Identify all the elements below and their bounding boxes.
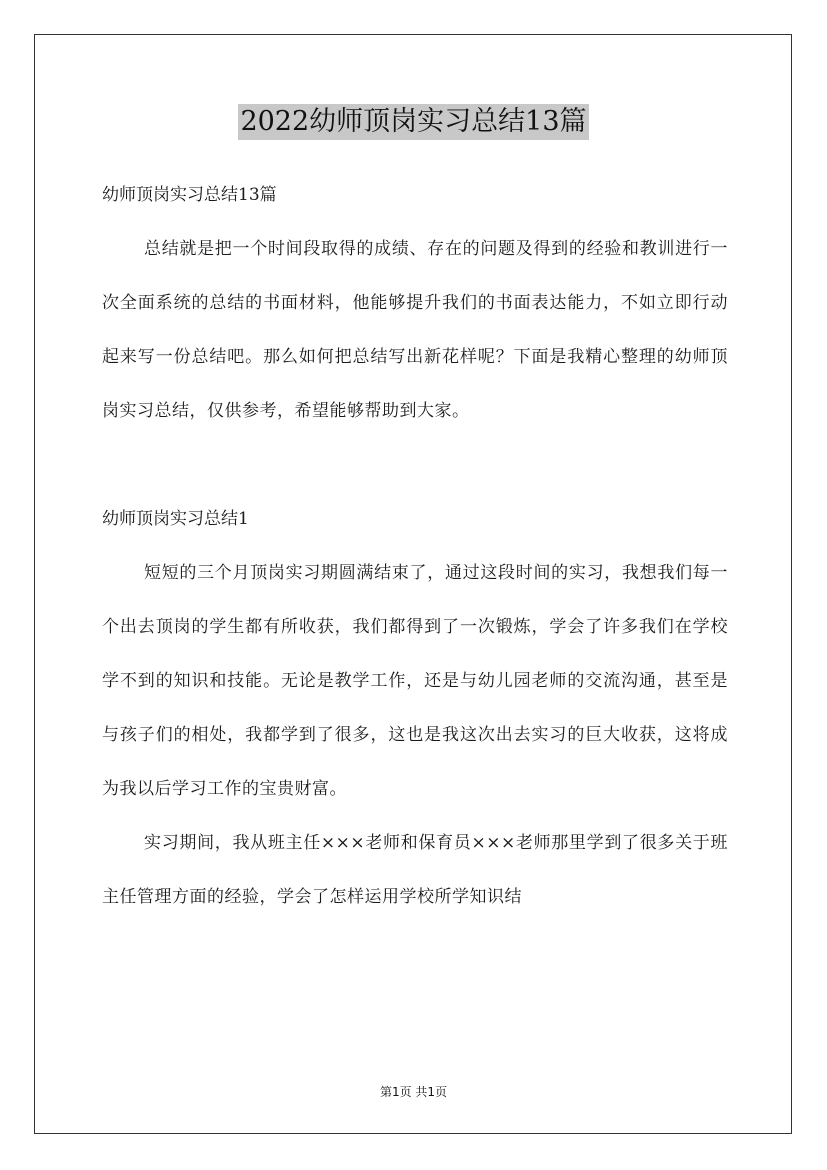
document-title: 2022幼师顶岗实习总结13篇: [238, 104, 588, 140]
page-footer: 第1页 共1页: [379, 1085, 448, 1099]
section-paragraph: 短短的三个月顶岗实习期圆满结束了，通过这段时间的实习，我想我们每一个出去顶岗的学生都有所收获，我们都得到了一次锻炼，学会了许多我们在学校学不到的知识和技能。无论是教学工作，还是与幼儿园老师的交流沟通，甚至是与孩子们的相处，我都学到了很多，这也是我这次出去实习的巨大收获，这将成为我以后学习工作的宝贵财富。: [102, 563, 728, 799]
section-paragraph: 实习期间，我从班主任×××老师和保育员×××老师那里学到了很多关于班主任管理方面的经验，学会了怎样运用学校所学知识结: [102, 833, 728, 907]
document-subtitle: 幼师顶岗实习总结13篇: [102, 185, 277, 205]
section-heading: 幼师顶岗实习总结1: [102, 509, 249, 529]
title-wrap: [0, 104, 827, 140]
document-body: [102, 168, 728, 924]
intro-paragraph: 总结就是把一个时间段取得的成绩、存在的问题及得到的经验和教训进行一次全面系统的总结的书面材料，他能够提升我们的书面表达能力，不如立即行动起来写一份总结吧。那么如何把总结写出新花样呢？下面是我精心整理的幼师顶岗实习总结，仅供参考，希望能够帮助到大家。: [102, 239, 728, 421]
paragraph-gap: [102, 438, 728, 492]
